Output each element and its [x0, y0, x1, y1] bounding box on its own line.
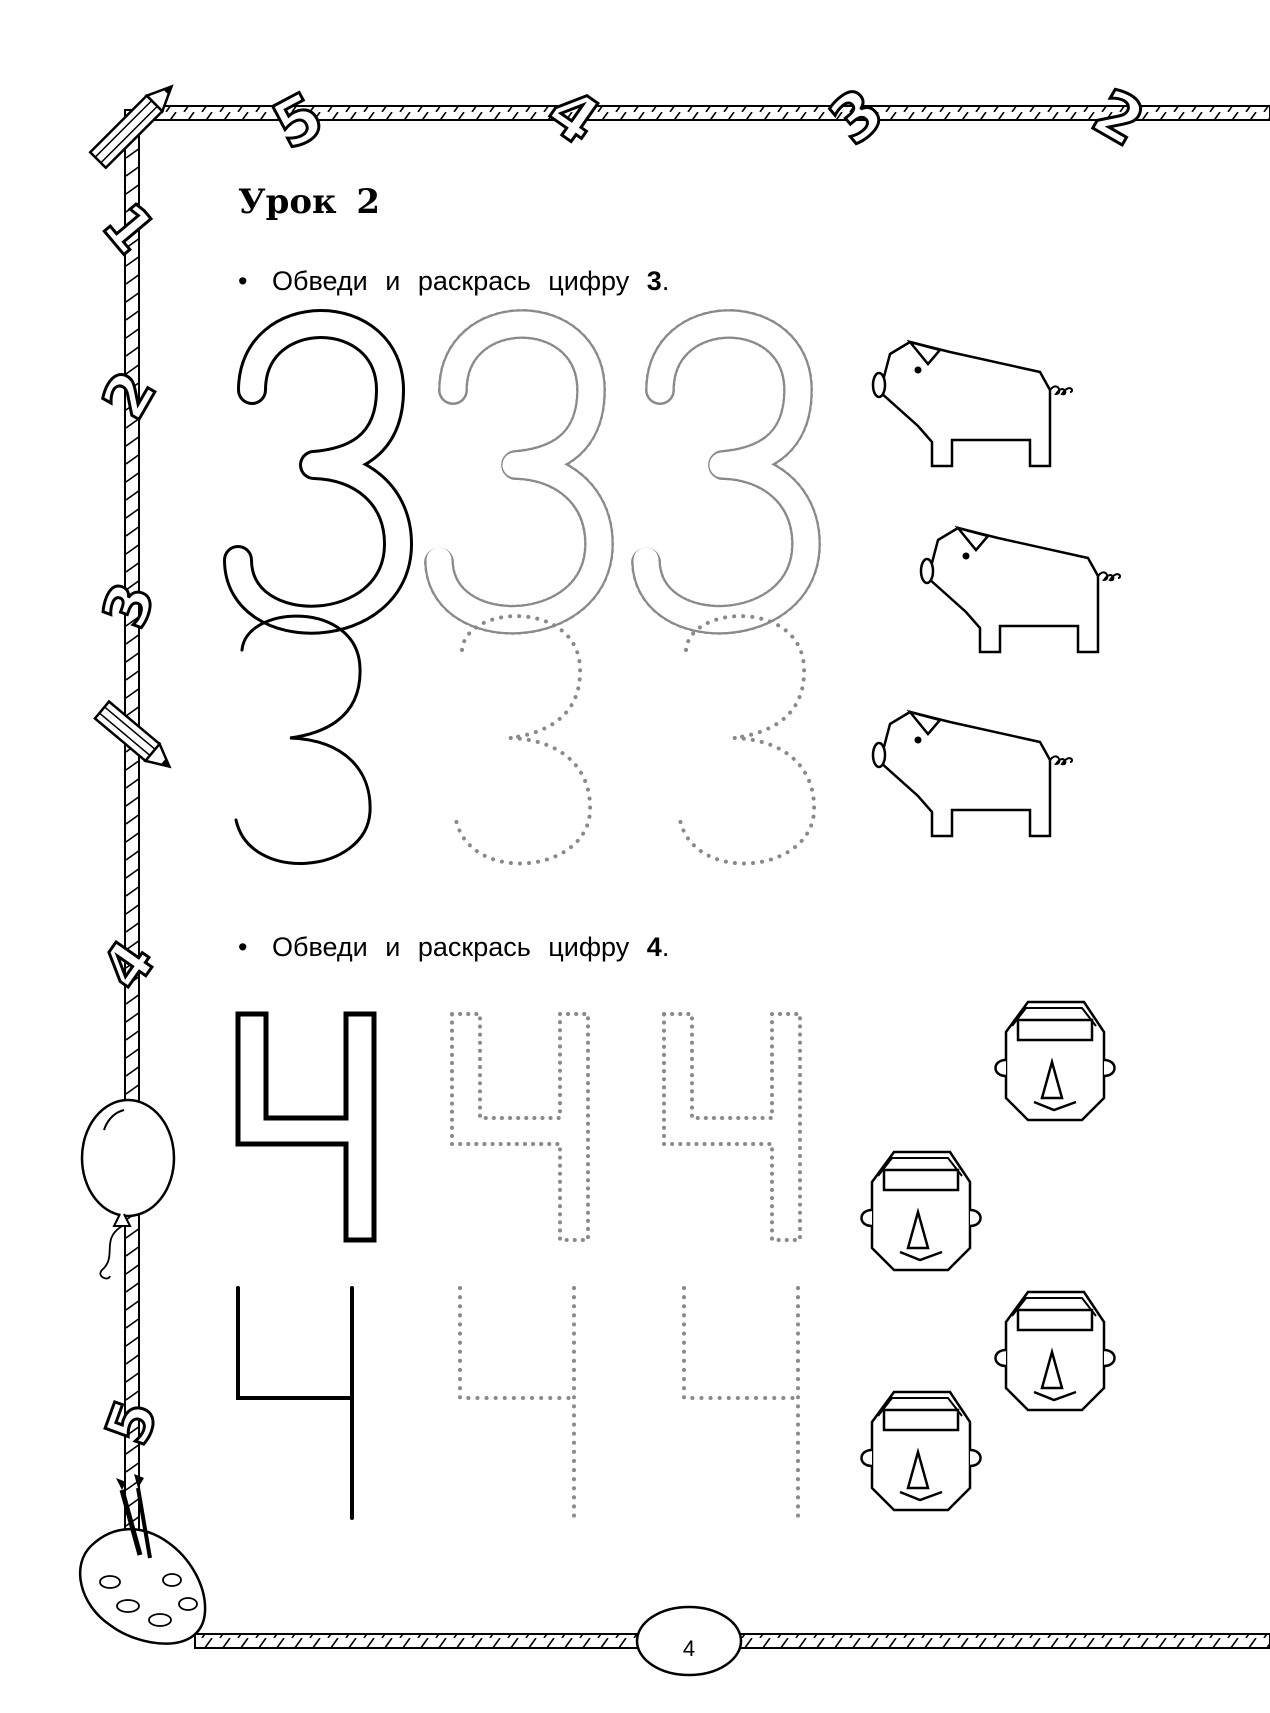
- border-digit-top: 4: [533, 73, 613, 161]
- instruction-text: Обведи и раскрась цифру: [272, 266, 630, 296]
- digit-4-dotted-outline: [664, 1014, 800, 1240]
- bullet: •: [238, 266, 248, 296]
- face-icon: [996, 1292, 1115, 1410]
- border-digit-left: 1: [88, 190, 169, 268]
- digit-3-model-line: [236, 616, 370, 863]
- digit-4-dotted-line: [460, 1288, 574, 1518]
- border-digit-left: 4: [88, 928, 170, 1003]
- face-icon: [862, 1152, 981, 1270]
- pig-icon: [921, 528, 1120, 652]
- instruction-suffix: .: [661, 266, 670, 296]
- digit-3-tracing: [236, 324, 814, 863]
- page-number: 4: [682, 1636, 696, 1661]
- border-digit-top: 2: [1080, 75, 1156, 162]
- digit-4-tracing: [238, 1014, 800, 1518]
- digit-4-model-line: [238, 1288, 352, 1518]
- instruction-text: Обведи и раскрась цифру: [272, 932, 630, 962]
- bullet: •: [238, 932, 248, 962]
- border-digit-top: 5: [261, 78, 336, 165]
- digit-4-dotted-line: [684, 1288, 798, 1518]
- pig-icon: [873, 712, 1072, 836]
- border-digit-top: 3: [816, 74, 899, 160]
- left-rope: [125, 110, 139, 1620]
- border-digit-left: 2: [89, 359, 171, 431]
- lesson-title: Урок 2: [238, 182, 381, 222]
- palette-icon: [80, 1474, 205, 1644]
- face-icon: [996, 1002, 1115, 1120]
- instruction-digit-4: [238, 932, 669, 963]
- border-digit-left: 3: [89, 573, 170, 637]
- instruction-digit-3: [238, 266, 669, 297]
- digit-3-dotted-line: [680, 616, 814, 863]
- instruction-digit: 3: [646, 266, 662, 296]
- face-icon: [862, 1392, 981, 1510]
- digit-3-dotted-line: [456, 616, 590, 863]
- digit-4-model-outline: [238, 1014, 374, 1240]
- instruction-suffix: .: [661, 932, 670, 962]
- instruction-digit: 4: [646, 932, 662, 962]
- pig-icon: [873, 342, 1072, 466]
- digit-4-dotted-outline: [452, 1014, 588, 1240]
- border-digit-left: 5: [92, 1391, 173, 1455]
